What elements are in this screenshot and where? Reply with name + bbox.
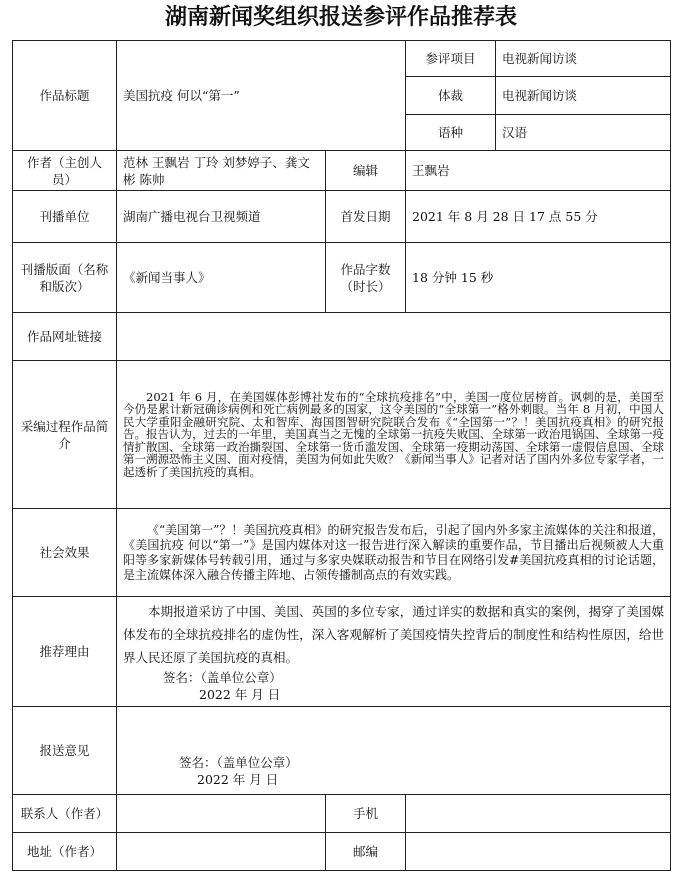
first-release-value: 2021 年 8 月 28 日 17 点 55 分 <box>406 191 671 243</box>
process-text: 2021 年 6 月，在美国媒体彭博社发布的“全球抗疫排名”中，美国一度位居榜首。讽刺的是，美国至今仍是累计新冠确诊病例和死亡病例最多的国家，这令美国的“全球第一”格外刺眼。当年 8 月初，中国人民大学重阳金融研究院、太和智库、海国图智研究院联合发布《“全国第一”？！美国抗疫真相》的研究报告。报告认为，过去的一年里，美国真当之无愧的全球第一抗疫失败国、全球第一政治甩锅国、全球第一疫情扩散国、全球第一政治撕裂国、全球第一货币滥发国、全球第一疫期动荡国、全球第一虚假信息国、全球第一溯源恐怖主义国、面对疫情，美国为何如此失败？《新闻当事人》记者对话了国内外多位专家学者，一起透析了美国抗疫的真相。 <box>117 361 671 509</box>
opinion-date: 2022 年 月 日 <box>197 772 279 787</box>
work-title-value: 美国抗疫 何以“第一” <box>117 41 406 151</box>
category-label: 参评项目 <box>406 41 496 77</box>
link-label: 作品网址链接 <box>13 313 117 361</box>
editor-label: 编辑 <box>326 151 406 191</box>
edition-value: 《新闻当事人》 <box>117 243 326 313</box>
effect-label: 社会效果 <box>13 509 117 597</box>
reason-text: 本期报道采访了中国、美国、英国的多位专家，通过详实的数据和真实的案例，揭穿了美国媒体发布的全球抗疫排名的虚伪性，深入客观解析了美国疫情失控背后的制度性和结构性原因，给世界人民还原了美国抗疫的真相。 <box>123 604 665 665</box>
contact-value <box>117 795 326 833</box>
opinion-cell <box>117 707 671 795</box>
category-value: 电视新闻访谈 <box>496 41 671 77</box>
reason-date: 2022 年 月 日 <box>199 687 281 702</box>
first-release-label: 首发日期 <box>326 191 406 243</box>
effect-text: 《“美国第一”？！美国抗疫真相》的研究报告发布后，引起了国内外多家主流媒体的关注和报道，《美国抗疫 何以“第一”》是国内媒体对这一报告进行深入解读的重要作品，节目播出后视频被人大重阳等多家新媒体号转载引用，通过与多家央媒联动报告和节目在网络引发#美国抗疫真相的讨论话题，是主流媒体深入融合传播主阵地、占领传播制高点的有效实践。 <box>117 509 671 597</box>
opinion-signature: 签名：（盖单位公章） <box>179 755 298 770</box>
outlet-value: 湖南广播电视台卫视频道 <box>117 191 326 243</box>
reason-signature: 签名：（盖单位公章） <box>163 670 282 685</box>
language-value: 汉语 <box>496 115 671 151</box>
length-value: 18 分钟 15 秒 <box>406 243 671 313</box>
editor-value: 王飘岩 <box>406 151 671 191</box>
author-value: 范林 王飘岩 丁玲 刘梦婷子、龚文彬 陈帅 <box>117 151 326 191</box>
edition-label: 刊播版面（名称和版次） <box>13 243 117 313</box>
reason-cell <box>117 597 671 707</box>
address-value <box>117 833 326 871</box>
length-label: 作品字数（时长） <box>326 243 406 313</box>
link-value <box>117 313 671 361</box>
recommendation-form <box>12 40 671 871</box>
language-label: 语种 <box>406 115 496 151</box>
address-label: 地址（作者） <box>13 833 117 871</box>
contact-label: 联系人（作者） <box>13 795 117 833</box>
opinion-label: 报送意见 <box>13 707 117 795</box>
postcode-label: 邮编 <box>326 833 406 871</box>
author-label: 作者（主创人员） <box>13 151 117 191</box>
document-title: 湖南新闻奖组织报送参评作品推荐表 <box>164 5 517 30</box>
process-label: 采编过程作品简介 <box>13 361 117 509</box>
phone-label: 手机 <box>326 795 406 833</box>
postcode-value <box>406 833 671 871</box>
outlet-label: 刊播单位 <box>13 191 117 243</box>
genre-label: 体裁 <box>406 77 496 115</box>
genre-value: 电视新闻访谈 <box>496 77 671 115</box>
reason-label: 推荐理由 <box>13 597 117 707</box>
work-title-label: 作品标题 <box>13 41 117 151</box>
phone-value <box>406 795 671 833</box>
